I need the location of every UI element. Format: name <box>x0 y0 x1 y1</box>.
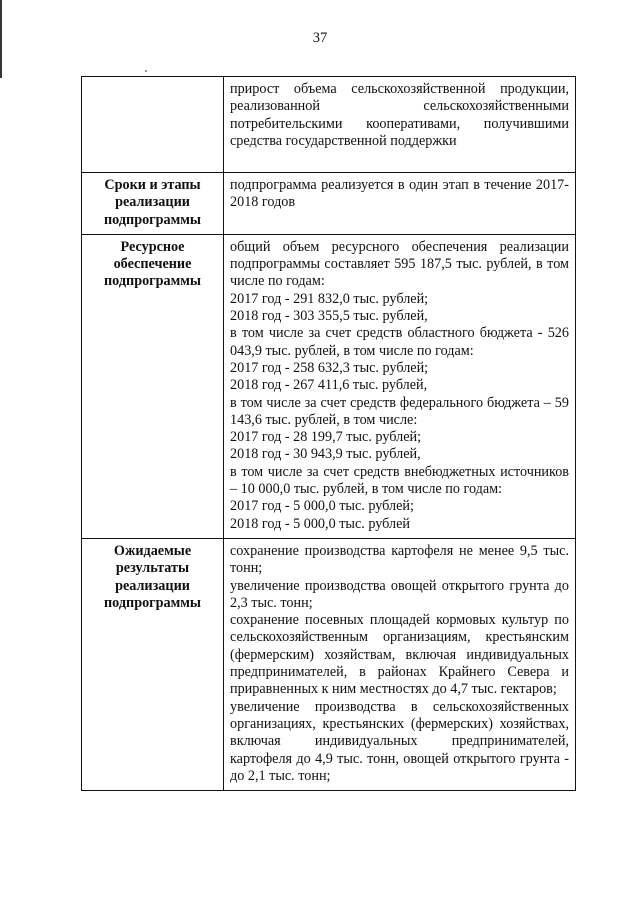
content-paragraph: в том числе за счет средств областного бюджета - 526 043,9 тыс. рублей, в том числе по годам: <box>230 325 569 359</box>
table-row-continuation <box>82 77 576 173</box>
content-paragraph: сохранение производства картофеля не менее 9,5 тыс. тонн; <box>230 542 569 577</box>
row-content <box>224 77 576 173</box>
content-paragraph: 2018 год - 5 000,0 тыс. рублей <box>230 515 410 532</box>
row-label <box>82 77 224 173</box>
content-paragraph: подпрограмма реализуется в один этап в течение 2017-2018 годов <box>230 177 569 211</box>
content-paragraph: увеличение производства овощей открытого грунта до 2,3 тыс. тонн; <box>230 577 569 611</box>
content-paragraph: в том числе за счет средств федерального бюджета – 59 143,6 тыс. рублей, в том числе: <box>230 394 569 428</box>
table-row-expected-results <box>82 538 576 790</box>
content-paragraph: общий объем ресурсного обеспечения реализации подпрограммы составляет 595 187,5 тыс. рублей, в том числе по годам: <box>230 238 569 290</box>
content-paragraph: 2018 год - 30 943,9 тыс. рублей, <box>230 446 421 463</box>
row-content <box>224 538 576 790</box>
content-paragraph: 2018 год - 267 411,6 тыс. рублей, <box>230 377 428 394</box>
row-content <box>224 173 576 235</box>
content-paragraph: прирост объема сельскохозяйственной продукции, реализованной сельскохозяйственными потребительскими кооперативами, получившими средства государственной поддержки <box>230 81 569 149</box>
row-content <box>224 234 576 538</box>
content-paragraph: 2017 год - 28 199,7 тыс. рублей; <box>230 429 422 446</box>
table-row-resources <box>82 234 576 538</box>
table-row-terms <box>82 173 576 235</box>
row-label: Ожидаемые результаты реализации подпрограммы <box>82 538 224 790</box>
content-paragraph: 2018 год - 303 355,5 тыс. рублей, <box>230 308 428 325</box>
content-paragraph: увеличение производства в сельскохозяйственных организациях, крестьянских (фермерских) хозяйствах, включая индивидуальных предпринимателей, картофеля до 4,9 тыс. тонн, овощей открытого грунта - до 2,1 тыс. тонн; <box>230 698 569 784</box>
row-label: Ресурсное обеспечение подпрограммы <box>82 234 224 538</box>
page-number: 37 <box>312 30 328 46</box>
subprogram-passport-table <box>81 76 576 791</box>
content-paragraph: 2017 год - 5 000,0 тыс. рублей; <box>230 498 414 515</box>
content-paragraph: 2017 год - 291 832,0 тыс. рублей; <box>230 290 429 307</box>
content-paragraph: в том числе за счет средств внебюджетных источников – 10 000,0 тыс. рублей, в том числе по годам: <box>230 463 569 498</box>
content-paragraph: сохранение посевных площадей кормовых культур по сельскохозяйственным организациям, крестьянским (фермерским) хозяйствам, включая индивидуальных предпринимателей, в районах Крайнего Севера и приравненных к ним местностях до 4,7 тыс. гектаров; <box>230 612 569 698</box>
row-label: Сроки и этапы реализации подпрограммы <box>82 173 224 235</box>
content-paragraph: 2017 год - 258 632,3 тыс. рублей; <box>230 359 429 376</box>
scan-dust-mark <box>145 70 147 72</box>
